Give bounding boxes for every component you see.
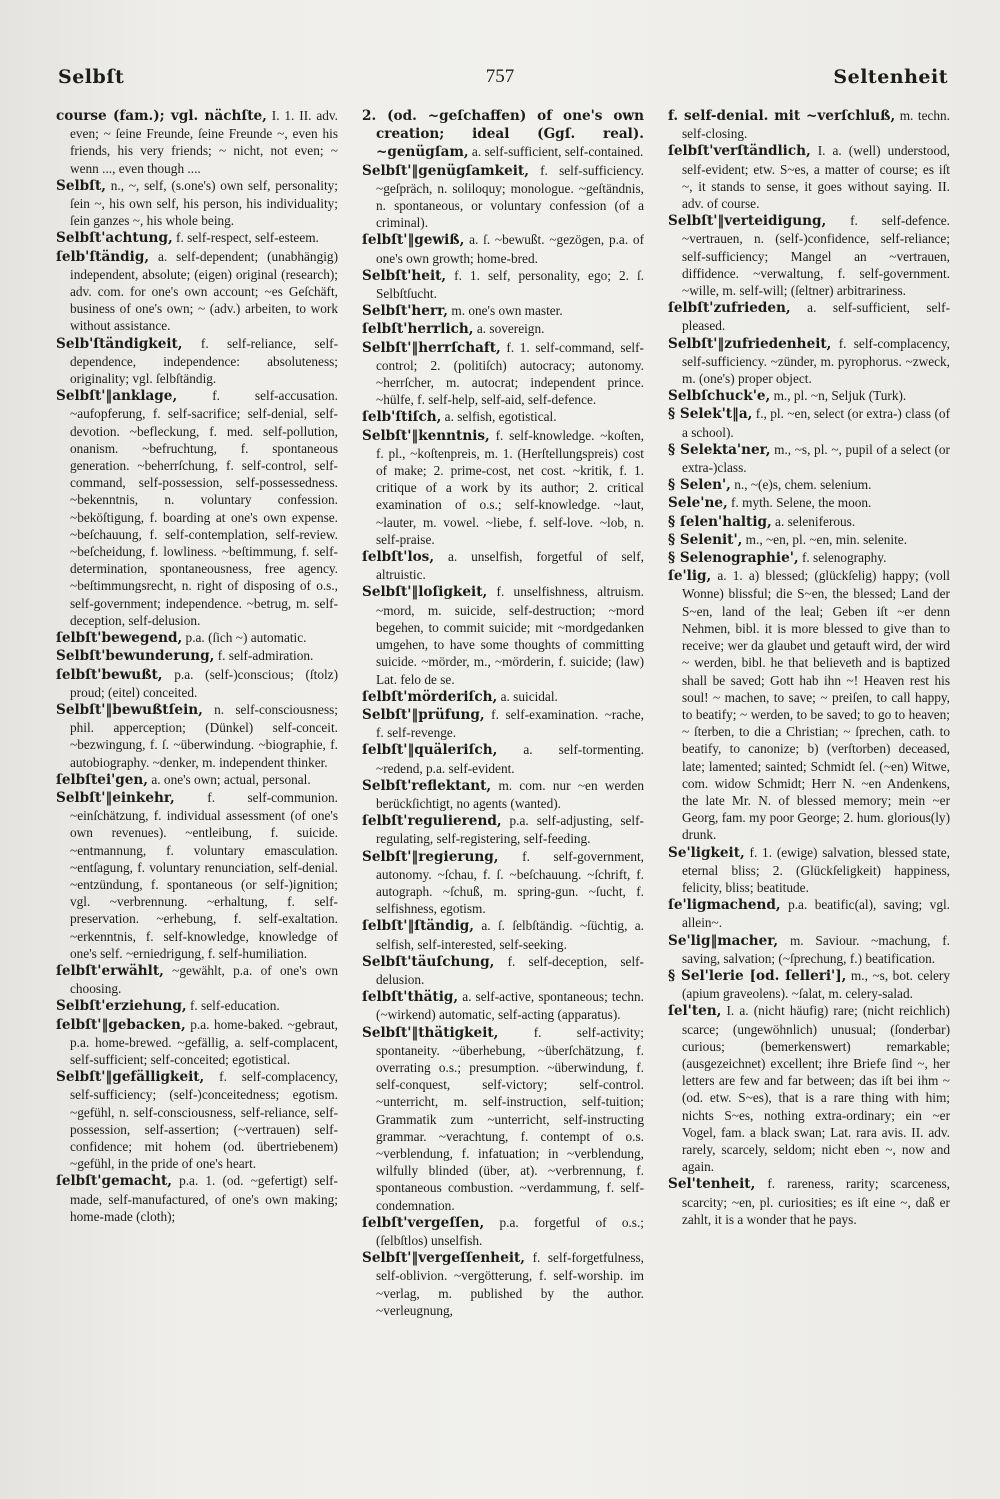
headword: Selbſt'‖genügſamkeit, bbox=[362, 162, 529, 179]
headword: Sel'tenheit, bbox=[668, 1176, 756, 1193]
dictionary-entry: Selb'ſtändigkeit, f. self-reliance, self-dependence, independence: absoluteness; originality; vgl. ſelbſtändig. bbox=[56, 335, 338, 387]
dictionary-entry: Selbſt'täuſchung, f. self-deception, self-delusion. bbox=[362, 953, 644, 987]
headword: ſelbſt'verſtändlich, bbox=[668, 143, 811, 160]
dictionary-entry: Selbſchuck'e, m., pl. ~n, Seljuk (Turk). bbox=[668, 388, 907, 405]
dictionary-entry: ſe'lig, a. 1. a) blessed; (glückſelig) happy; (voll Wonne) blissful; die S~en, the blessed; Land der S~en, land of the leal; Geben iſt ~er denn Nehmen, bibl. it is more blessed to give than to receive; wer da glaubet und getauft wird, der wird ~ werden, bibl. he that believeth and is baptized shall be saved; Gott hab ihn ~! Heaven rest his soul! ~ machen, to save; ~ preiſen, to call happy, to beatify; ~ werden, to be saved; to go to heaven; ~ ſterben, to die a Christian; ~ ſprechen, cath. to beatify, to canonize; b) (verſtorben) deceased, late; lamented; sainted; Schmidt ſel. (~en) Witwe, com. widow Schmidt; Herr N. ~en Andenkens, the late Mr. N. of blessed memory; mein ~er Georg, fam. my poor George; 2. hum. glorious(ly) drunk. bbox=[668, 568, 950, 843]
headword: Selbſt'heit, bbox=[362, 267, 447, 284]
dictionary-entry: ſelb'ſtändig, a. self-dependent; (unabhängig) independent, absolute; (eigen) original (research); adv. com. for one's own account; ~es Geſchäft, business of one's own; ~ (adv.) arbeiten, to work without assistance. bbox=[56, 248, 338, 334]
dictionary-entry: ſelbſt'mörderiſch, a. suicidal. bbox=[362, 688, 558, 705]
dictionary-entry: § Selen', n., ~(e)s, chem. selenium. bbox=[668, 477, 872, 494]
page-number: 757 bbox=[485, 66, 515, 87]
dictionary-entry: Selbſt'‖einkehr, f. self-communion. ~einſchätzung, f. individual assessment (of one's own revenues). ~entleibung, f. suicide. ~entmannung, f. voluntary emasculation. ~entſagung, f. voluntary renunciation, self-denial. ~entzündung, f. spontaneous (or self-)ignition; vgl. ~verbrennung. ~erhaltung, f. self-preservation. ~erhebung, f. self-exaltation. ~erkenntnis, f. self-knowledge, knowledge of one's self. ~erniedrigung, f. self-humiliation. bbox=[56, 789, 338, 961]
headword: ſelbſt'bewegend, bbox=[56, 630, 183, 647]
dictionary-entry: Selbſt'‖kenntnis, f. self-knowledge. ~koſten, f. pl., ~koſtenpreis, m. 1. (Herſtellungspreis) cost of make; 2. prime-cost, net cost. ~kritik, f. 1. critique of a work by its author; 2. critical examination of o.s.; self-knowledge. ~laut, ~lauter, m. vowel. ~liebe, f. self-love. ~lob, n. self-praise. bbox=[362, 427, 644, 547]
headword: Selbſt'‖zufriedenheit, bbox=[668, 335, 832, 352]
column-1 bbox=[56, 107, 338, 1467]
headword: Selbſt, bbox=[56, 177, 106, 194]
headword: ſelbſtei'gen, bbox=[56, 771, 149, 788]
dictionary-entry: ſelbſt'bewegend, p.a. (ſich ~) automatic. bbox=[56, 630, 307, 647]
headword: § Selen', bbox=[668, 477, 731, 494]
headword: ſelbſt'‖gebacken, bbox=[56, 1016, 186, 1033]
dictionary-entry: ſelbſt'‖gewiß, a. ſ. ~bewußt. ~gezögen, p.a. of one's own growth; home-bred. bbox=[362, 232, 644, 266]
headword: ſelbſt'thätig, bbox=[362, 989, 459, 1006]
headword: ſelbſt'gemacht, bbox=[56, 1173, 172, 1190]
headword: § Selenographie', bbox=[668, 550, 799, 567]
dictionary-entry: ſelbſt'los, a. unselfish, forgetful of self, altruistic. bbox=[362, 549, 644, 583]
headword: Selb'ſtändigkeit, bbox=[56, 335, 183, 352]
dictionary-entry: ſelbſt'vergeſſen, p.a. forgetful of o.s.; (ſelbſtlos) unselfish. bbox=[362, 1214, 644, 1248]
dictionary-entry: Selbſt'‖anklage, f. self-accusation. ~aufopferung, f. self-sacrifice; self-denial, self-devotion. ~befleckung, f. med. self-pollution, onanism. ~befruchtung, f. spontaneous generation. ~beherrſchung, f. self-control, self-command, self-possession, self-possessedness. ~bekenntnis, n. voluntary confession. ~beköſtigung, f. boarding at one's own expense. ~beſchauung, f. self-contemplation, self-review. ~beſcheidung, f. lowliness. ~beſtimmung, f. self-determination, spontaneousness, free agency. ~beſtimmungsrecht, n. right of disposing of o.s., self-government; independence. ~betrug, m. self-deception, self-delusion. bbox=[56, 388, 338, 628]
dictionary-entry: § Sel'lerie [od. ſelleri'], m., ~s, bot. celery (apium graveolens). ~ſalat, m. celery-salad. bbox=[668, 967, 950, 1002]
column-3 bbox=[668, 107, 950, 1467]
column-2 bbox=[362, 107, 644, 1467]
headword: Selbſt'‖regierung, bbox=[362, 848, 499, 865]
headword: ſelbſt'‖ſtändig, bbox=[362, 918, 474, 935]
headword: Se'ligkeit, bbox=[668, 844, 745, 861]
dictionary-entry: ſelbſt'‖quäleriſch, a. self-tormenting. ~redend, p.a. self-evident. bbox=[362, 742, 644, 776]
dictionary-entry: Selbſt'‖zufriedenheit, f. self-complacency, self-sufficiency. ~zünder, m. pyrophorus. ~zweck, m. (one's) proper object. bbox=[668, 335, 950, 387]
headword: ſelbſt'herrlich, bbox=[362, 321, 474, 338]
entry-columns bbox=[56, 107, 952, 1467]
headword: Selbſt'‖herrſchaft, bbox=[362, 339, 501, 356]
dictionary-entry: ſel'ten, I. a. (nicht häufig) rare; (nicht reichlich) scarce; (ungewöhnlich) unusual; (ſonderbar) curious; (bemerkenswert) remarkable; (ausgezeichnet) excellent; ihre Briefe ſind ~, her letters are few and far between; das iſt bei ihm ~ (od. etw. S~es), that is a rare thing with him; nichts S~es, nothing extra-ordinary; ein ~er Vogel, fam. a black swan; Lat. rara avis. II. adv. rarely, scarcely, seldom; nicht eben ~, now and again. bbox=[668, 1003, 950, 1175]
headword: Selbſt'täuſchung, bbox=[362, 953, 495, 970]
dictionary-entry: Se'lig‖macher, m. Saviour. ~machung, f. saving, salvation; (~ſprechung, f.) beatification. bbox=[668, 932, 950, 966]
headword: Selbſt'bewunderung, bbox=[56, 648, 215, 665]
dictionary-entry: ſelbſt'erwählt, ~gewählt, p.a. of one's own choosing. bbox=[56, 962, 338, 997]
running-head bbox=[0, 66, 1000, 96]
headword: ſelbſt'‖quäleriſch, bbox=[362, 742, 498, 759]
headword: Selbſt'‖vergeſſenheit, bbox=[362, 1250, 526, 1267]
headword: ſelbſt'bewußt, bbox=[56, 666, 163, 683]
headword: ſelbſt'zufrieden, bbox=[668, 300, 791, 317]
headword: ſelbſt'vergeſſen, bbox=[362, 1214, 485, 1231]
headword: Selbſt'‖bewußtſein, bbox=[56, 701, 203, 718]
dictionary-entry: Selbſt'‖prüfung, f. self-examination. ~rache, f. self-revenge. bbox=[362, 706, 644, 741]
dictionary-entry: ſelbſt'zufrieden, a. self-sufficient, self-pleased. bbox=[668, 300, 950, 334]
headword: ſelb'ſtiſch, bbox=[362, 409, 442, 426]
headword: ſe'ligmachend, bbox=[668, 897, 781, 914]
headword: Selbſt'‖prüfung, bbox=[362, 706, 485, 723]
dictionary-entry: § Selekta'ner, m., ~s, pl. ~, pupil of a select (or extra-)class. bbox=[668, 441, 950, 476]
dictionary-entry: ſelbſtei'gen, a. one's own; actual, personal. bbox=[56, 771, 311, 788]
dictionary-entry: Selbſt'reflektant, m. com. nur ~en werden berückſichtigt, no agents (wanted). bbox=[362, 777, 644, 811]
headword: ſelbſt'‖gewiß, bbox=[362, 232, 465, 249]
dictionary-entry: Sel'tenheit, f. rareness, rarity; scarceness, scarcity; ~en, pl. curiosities; es iſt eine ~, daß er zahlt, it is a wonder that he pays. bbox=[668, 1176, 950, 1227]
headword: Se'lig‖macher, bbox=[668, 932, 779, 949]
headword: ſe'lig, bbox=[668, 568, 712, 585]
headword: ſelbſt'mörderiſch, bbox=[362, 688, 498, 705]
dictionary-entry: Selbſt'‖herrſchaft, f. 1. self-command, self-control; 2. (politiſch) autocracy; autonomy. ~herrſcher, m. autocrat; independent prince. ~hülfe, f. self-help, self-aid, self-defence. bbox=[362, 339, 644, 408]
dictionary-entry: ſe'ligmachend, p.a. beatific(al), saving; vgl. allein~. bbox=[668, 897, 950, 931]
dictionary-entry: Se'ligkeit, f. 1. (ewige) salvation, blessed state, eternal bliss; 2. (Glückſeligkeit) happiness, felicity, bliss; beatitude. bbox=[668, 844, 950, 895]
headword: ſelb'ſtändig, bbox=[56, 248, 150, 265]
dictionary-entry: Selbſt'‖regierung, f. self-government, autonomy. ~ſchau, f. ſ. ~beſchauung. ~ſchrift, f. autograph. ~ſchuß, m. spring-gun. ~ſucht, f. selfishness, egotism. bbox=[362, 848, 644, 917]
dictionary-entry: ſelbſt'‖gebacken, p.a. home-baked. ~gebraut, p.a. home-brewed. ~gefällig, a. self-complacent, self-sufficient; self-conceited; egotistical. bbox=[56, 1016, 338, 1067]
headword: Selbſt'‖gefälligkeit, bbox=[56, 1069, 205, 1086]
headword: Selbſt'‖einkehr, bbox=[56, 789, 175, 806]
headword: Selbſt'reflektant, bbox=[362, 777, 492, 794]
headword: Selbſt'‖loſigkeit, bbox=[362, 584, 488, 601]
headword: § Selenit', bbox=[668, 531, 743, 548]
dictionary-entry: ſelbſt'herrlich, a. sovereign. bbox=[362, 321, 545, 338]
headword: § Selek't‖a, bbox=[668, 406, 753, 423]
dictionary-entry: ſelbſt'‖ſtändig, a. ſ. ſelbſtändig. ~ſüchtig, a. selfish, self-interested, self-seeking. bbox=[362, 918, 644, 952]
dictionary-entry: ſelbſt'thätig, a. self-active, spontaneous; techn. (~wirkend) automatic, self-acting (apparatus). bbox=[362, 989, 644, 1023]
dictionary-entry: ſelbſt'gemacht, p.a. 1. (od. ~gefertigt) self-made, self-manufactured, of one's own making; home-made (cloth); bbox=[56, 1173, 338, 1224]
dictionary-entry: § Selek't‖a, f., pl. ~en, select (or extra-) class (of a school). bbox=[668, 406, 950, 440]
headword: § ſelen'haltig, bbox=[668, 513, 772, 530]
dictionary-entry: Selbſt'bewunderung, f. self-admiration. bbox=[56, 648, 314, 665]
dictionary-entry: Selbſt'‖thätigkeit, f. self-activity; spontaneity. ~überhebung, ~überſchätzung, f. overrating o.s.; presumption. ~überwindung, f. self-conquest, self-victory; self-control. ~unterricht, m. self-instruction, self-tuition; Grammatik zum ~unterricht, self-instructing grammar. ~verachtung, f. contempt of o.s. ~verblendung, f. infatuation; in ~verblendung, wilfully blinded (über, at). ~verbrennung, f. spontaneous combustion. ~verdammung, f. self-condemnation. bbox=[362, 1024, 644, 1213]
dictionary-entry: § Selenographie', f. selenography. bbox=[668, 550, 887, 567]
headword: Selbſt'‖kenntnis, bbox=[362, 427, 490, 444]
dictionary-entry: Selbſt'heit, f. 1. self, personality, ego; 2. ſ. Selbſtſucht. bbox=[362, 267, 644, 302]
dictionary-entry: Selbſt'‖gefälligkeit, f. self-complacency, self-sufficiency; (self-)conceitedness; egotism. ~gefühl, n. self-consciousness, self-reliance, self-possession, self-assertion; (~vertrauen) self-confidence; mit hohem (od. übertriebenem) ~gefühl, in the pride of one's heart. bbox=[56, 1069, 338, 1172]
headword: ſelbſt'erwählt, bbox=[56, 962, 164, 979]
dictionary-entry: Selbſt'herr, m. one's own master. bbox=[362, 303, 563, 320]
headword: 2. (od. ~geſchaffen) of one's own creation; ideal (Ggſ. real). ~genügſam, bbox=[362, 108, 644, 161]
dictionary-entry: Selbſt'‖bewußtſein, n. self-consciousness; phil. apperception; (Dünkel) self-conceit. ~bezwingung, f. ſ. ~überwindung. ~biographie, f. autobiography. ~denker, m. independent thinker. bbox=[56, 701, 338, 770]
dictionary-entry: Sele'ne, f. myth. Selene, the moon. bbox=[668, 495, 872, 512]
headword: § Selekta'ner, bbox=[668, 441, 771, 458]
dictionary-entry: Selbſt'‖vergeſſenheit, f. self-forgetfulness, self-oblivion. ~vergötterung, f. self-worship. im ~verlag, m. published by the author. ~verleugnung, bbox=[362, 1250, 644, 1318]
dictionary-entry: Selbſt'‖loſigkeit, f. unselfishness, altruism. ~mord, m. suicide, self-destruction; ~mord begehen, to commit suicide; mit ~mordgedanken umgehen, to have some thoughts of committing suicide. ~mörder, m., ~mörderin, f. suicide; (law) Lat. felo de se. bbox=[362, 584, 644, 687]
headword: course (fam.); vgl. nächſte, bbox=[56, 108, 267, 124]
dictionary-entry: § Selenit', m., ~en, pl. ~en, min. selenite. bbox=[668, 531, 908, 548]
headword: Selbſt'‖anklage, bbox=[56, 388, 178, 405]
headword: § Sel'lerie [od. ſelleri'], bbox=[668, 967, 847, 984]
dictionary-entry: f. self-denial. mit ~verſchluß, m. techn. self-closing. bbox=[668, 108, 950, 142]
headword: Selbſt'achtung, bbox=[56, 230, 173, 247]
right-catchword: Seltenheit bbox=[833, 66, 948, 88]
dictionary-entry: Selbſt, n., ~, self, (s.one's) own self, personality; ſein ~, his own self, his person, his individuality; ſein ganzes ~, his whole being. bbox=[56, 177, 338, 229]
headword: Selbſt'‖thätigkeit, bbox=[362, 1024, 499, 1041]
headword: ſelbſt'los, bbox=[362, 549, 435, 566]
dictionary-entry: Selbſt'‖verteidigung, f. self-defence. ~vertrauen, n. (self-)confidence, self-reliance; self-sufficiency; Mangel an ~vertrauen, diffidence. ~verwaltung, f. self-government. ~wille, m. self-will; (ſeltner) arbitrariness. bbox=[668, 213, 950, 299]
headword: Selbſchuck'e, bbox=[668, 388, 771, 405]
headword: Selbſt'erziehung, bbox=[56, 998, 187, 1015]
dictionary-entry: ſelbſt'bewußt, p.a. (self-)conscious; (ſtolz) proud; (eitel) conceited. bbox=[56, 666, 338, 700]
headword: Sele'ne, bbox=[668, 495, 728, 512]
headword: Selbſt'herr, bbox=[362, 303, 449, 320]
dictionary-entry: ſelb'ſtiſch, a. selfish, egotistical. bbox=[362, 409, 557, 426]
headword: f. self-denial. mit ~verſchluß, bbox=[668, 108, 896, 124]
headword: ſel'ten, bbox=[668, 1003, 722, 1020]
headword: Selbſt'‖verteidigung, bbox=[668, 213, 827, 230]
dictionary-entry: 2. (od. ~geſchaffen) of one's own creation; ideal (Ggſ. real). ~genügſam, a. self-sufficient, self-contained. bbox=[362, 108, 644, 161]
headword: ſelbſt'regulierend, bbox=[362, 813, 502, 830]
dictionary-entry: Selbſt'erziehung, f. self-education. bbox=[56, 998, 280, 1015]
dictionary-entry: course (fam.); vgl. nächſte, I. 1. II. adv. even; ~ ſeine Freunde, ſeine Freunde ~, even his friends, his very friends; ~ nicht, not even; ~ wenn ..., even though .... bbox=[56, 108, 338, 176]
dictionary-entry: Selbſt'achtung, f. self-respect, self-esteem. bbox=[56, 230, 319, 247]
left-catchword: Selbſt bbox=[58, 66, 125, 88]
dictionary-entry: ſelbſt'regulierend, p.a. self-adjusting, self-regulating, self-registering, self-feeding. bbox=[362, 813, 644, 847]
dictionary-entry: ſelbſt'verſtändlich, I. a. (well) understood, self-evident; etw. S~es, a matter of course; es iſt ~, it stands to sense, it goes without saying. II. adv. of course. bbox=[668, 143, 950, 212]
dictionary-entry: Selbſt'‖genügſamkeit, f. self-sufficiency. ~geſpräch, n. soliloquy; monologue. ~geſtändnis, n. spontaneous, or voluntary confession (of a criminal). bbox=[362, 162, 644, 231]
dictionary-entry: § ſelen'haltig, a. seleniferous. bbox=[668, 513, 856, 530]
